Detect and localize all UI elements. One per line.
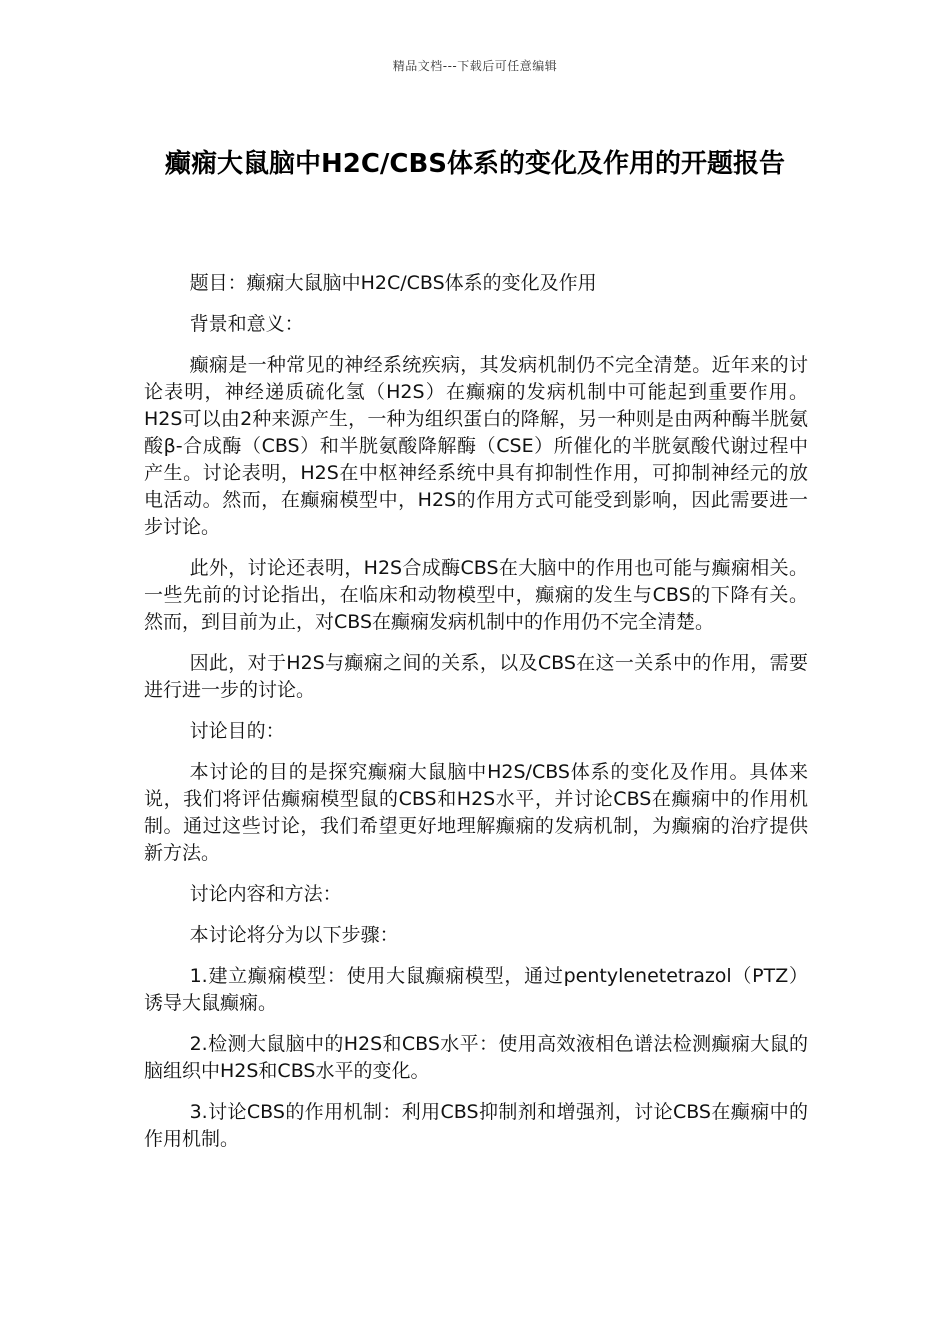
document-title: 癫痫大鼠脑中H2C/CBS体系的变化及作用的开题报告 xyxy=(164,149,786,179)
document-body xyxy=(144,270,808,1167)
list-item-step-1: 1.建立癫痫模型：使用大鼠癫痫模型，通过pentylenetetrazol（PTZ）诱导大鼠癫痫。 xyxy=(144,965,808,1014)
paragraph-background-1: 癫痫是一种常见的神经系统疾病，其发病机制仍不完全清楚。近年来的讨论表明，神经递质硫化氢（H2S）在癫痫的发病机制中可能起到重要作用。H2S可以由2种来源产生，一种为组织蛋白的降解，另一种则是由两种酶半胱氨酸β-合成酶（CBS）和半胱氨酸降解酶（CSE）所催化的半胱氨酸代谢过程中产生。讨论表明，H2S在中枢神经系统中具有抑制性作用，可抑制神经元的放电活动。然而，在癫痫模型中，H2S的作用方式可能受到影响，因此需要进一步讨论。 xyxy=(144,354,808,538)
list-item-step-3: 3.讨论CBS的作用机制：利用CBS抑制剂和增强剂，讨论CBS在癫痫中的作用机制。 xyxy=(144,1101,808,1150)
paragraph-purpose: 本讨论的目的是探究癫痫大鼠脑中H2S/CBS体系的变化及作用。具体来说，我们将评估癫痫模型鼠的CBS和H2S水平，并讨论CBS在癫痫中的作用机制。通过这些讨论，我们希望更好地理解癫痫的发病机制，为癫痫的治疗提供新方法。 xyxy=(144,761,808,864)
header-note: 精品文档---下载后可任意编辑 xyxy=(392,59,558,73)
section-heading-purpose: 讨论目的： xyxy=(189,720,285,742)
paragraph-steps-intro: 本讨论将分为以下步骤： xyxy=(189,924,399,946)
list-item-step-2: 2.检测大鼠脑中的H2S和CBS水平：使用高效液相色谱法检测癫痫大鼠的脑组织中H2S和CBS水平的变化。 xyxy=(144,1033,808,1082)
topic-line: 题目：癫痫大鼠脑中H2C/CBS体系的变化及作用 xyxy=(189,272,597,294)
section-heading-background: 背景和意义： xyxy=(189,313,304,335)
paragraph-background-3: 因此，对于H2S与癫痫之间的关系，以及CBS在这一关系中的作用，需要进行进一步的讨论。 xyxy=(144,652,808,701)
paragraph-background-2: 此外，讨论还表明，H2S合成酶CBS在大脑中的作用也可能与癫痫相关。一些先前的讨论指出，在临床和动物模型中，癫痫的发生与CBS的下降有关。然而，到目前为止，对CBS在癫痫发病机制中的作用仍不完全清楚。 xyxy=(144,557,808,633)
section-heading-methods: 讨论内容和方法： xyxy=(189,883,342,905)
